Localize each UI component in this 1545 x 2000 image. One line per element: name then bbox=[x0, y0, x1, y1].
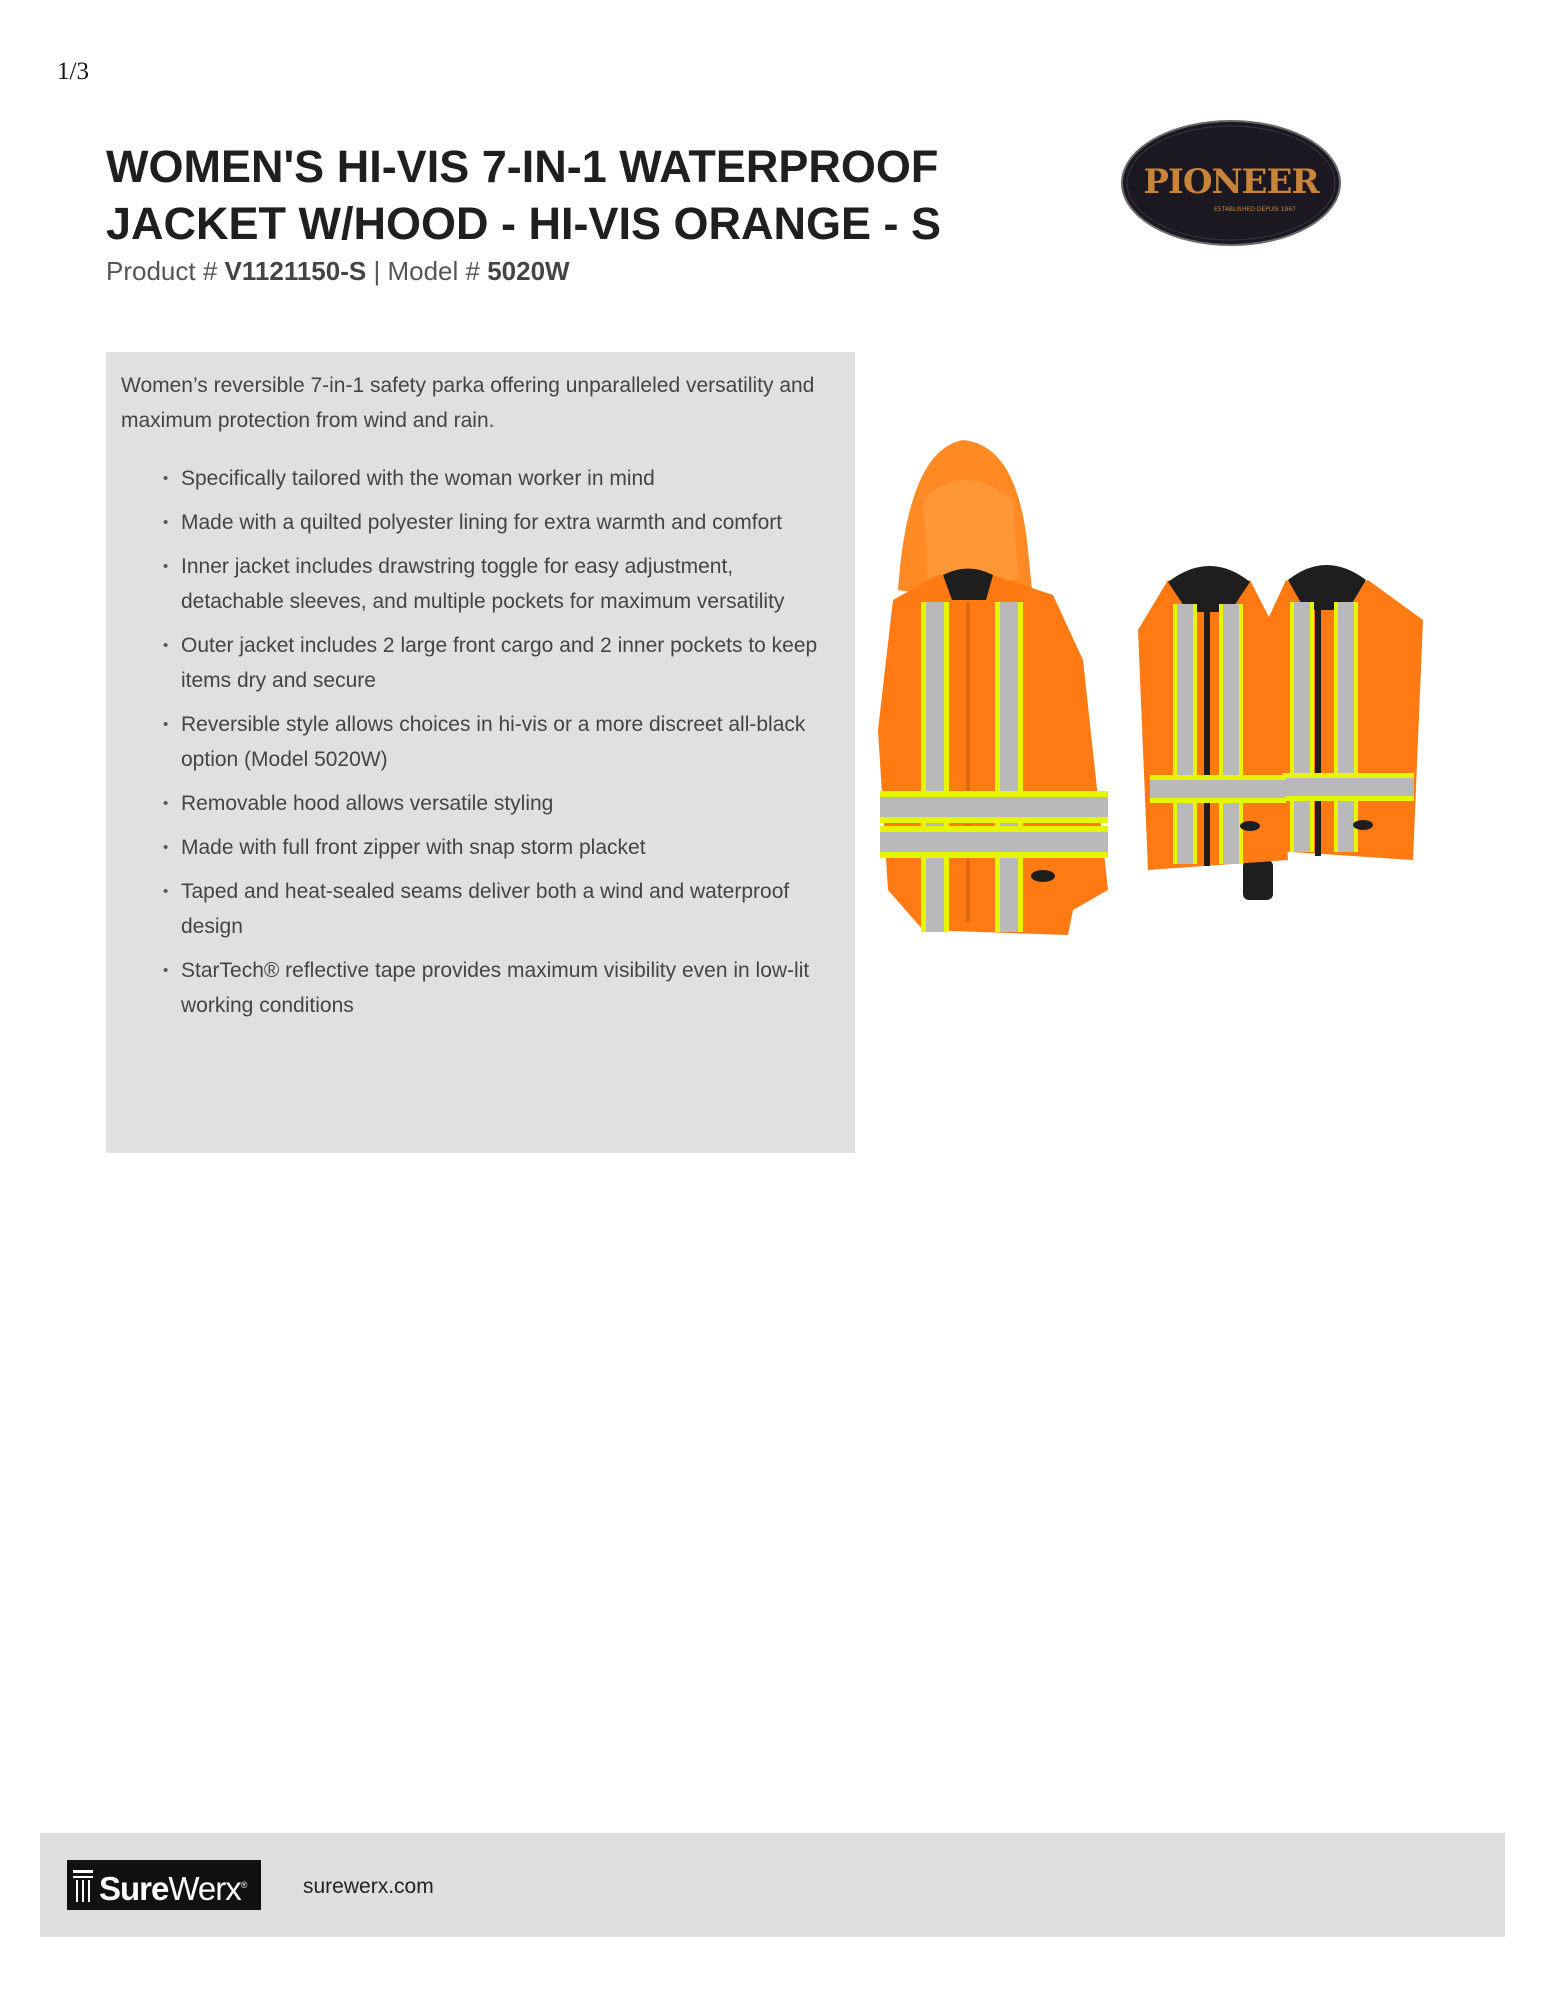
feature-item: • Made with full front zipper with snap storm placket bbox=[181, 830, 836, 865]
model-label: Model # bbox=[387, 256, 480, 286]
parka-illustration bbox=[878, 440, 1108, 935]
feature-item: • StarTech® reflective tape provides maximum visibility even in low-lit working conditions bbox=[181, 953, 836, 1023]
product-number: V1121150-S bbox=[224, 256, 367, 286]
title-line: JACKET W/HOOD - HI-VIS ORANGE - S bbox=[106, 198, 942, 249]
inner-jacket-illustration bbox=[1138, 566, 1288, 870]
product-image bbox=[868, 430, 1428, 940]
product-identifiers bbox=[106, 256, 570, 287]
footer-url[interactable]: surewerx.com bbox=[303, 1875, 434, 1898]
feature-list bbox=[181, 461, 836, 1032]
page-number: 1/3 bbox=[57, 58, 89, 85]
description-intro: Women’s reversible 7-in-1 safety parka offering unparalleled versatility and maximum protection from wind and rain. bbox=[121, 374, 815, 432]
feature-item: • Removable hood allows versatile styling bbox=[181, 786, 836, 821]
description-panel bbox=[106, 352, 855, 1153]
product-label: Product # bbox=[106, 256, 218, 286]
feature-item: • Made with a quilted polyester lining for extra warmth and comfort bbox=[181, 505, 836, 540]
logo-registered: ® bbox=[240, 1880, 247, 1890]
logo-light: Werx bbox=[168, 1870, 241, 1907]
feature-item: • Reversible style allows choices in hi-vis or a more discreet all-black option (Model 5020W) bbox=[181, 707, 836, 777]
surewerx-logo bbox=[67, 1860, 261, 1910]
product-title bbox=[106, 138, 1066, 252]
pioneer-logo-text: PIONEER bbox=[1143, 162, 1319, 202]
surewerx-logo-text bbox=[99, 1866, 246, 1908]
feature-item: • Outer jacket includes 2 large front cargo and 2 inner pockets to keep items dry and secure bbox=[181, 628, 836, 698]
logo-bold: Sure bbox=[99, 1870, 169, 1907]
title-line: WOMEN'S HI-VIS 7-IN-1 WATERPROOF bbox=[106, 141, 939, 192]
separator: | bbox=[373, 256, 381, 286]
feature-item: • Specifically tailored with the woman worker in mind bbox=[181, 461, 836, 496]
surewerx-mark-icon bbox=[71, 1866, 95, 1904]
footer-bar bbox=[40, 1833, 1505, 1937]
pioneer-logo-tagline: ESTABLISHED·DEPUIS 1967 bbox=[1214, 206, 1296, 213]
feature-item: • Inner jacket includes drawstring toggle for easy adjustment, detachable sleeves, and multiple pockets for maximum versatility bbox=[181, 549, 836, 619]
model-number: 5020W bbox=[487, 256, 570, 286]
pioneer-logo bbox=[1120, 118, 1342, 248]
feature-item: • Taped and heat-sealed seams deliver both a wind and waterproof design bbox=[181, 874, 836, 944]
